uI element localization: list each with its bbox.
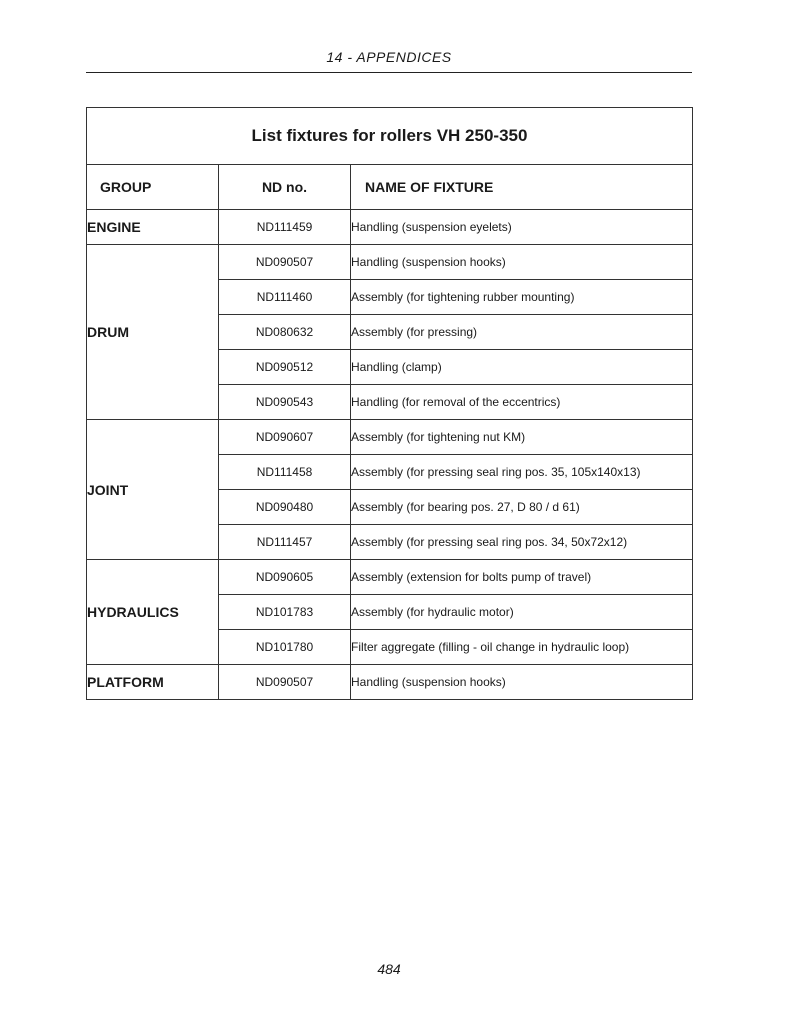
fixture-name-cell: Assembly (for bearing pos. 27, D 80 / d 61)	[351, 490, 693, 525]
nd-number-cell: ND111460	[219, 280, 351, 315]
table-header-row	[87, 165, 693, 210]
fixture-name-cell: Handling (suspension hooks)	[351, 245, 693, 280]
nd-number-cell: ND090605	[219, 560, 351, 595]
fixture-name-cell: Assembly (for pressing)	[351, 315, 693, 350]
fixture-name-cell: Handling (suspension eyelets)	[351, 210, 693, 245]
nd-number-cell: ND090512	[219, 350, 351, 385]
nd-number-cell: ND101783	[219, 595, 351, 630]
fixtures-table	[86, 107, 693, 700]
nd-number-cell: ND080632	[219, 315, 351, 350]
fixture-name-cell: Assembly (for tightening rubber mounting)	[351, 280, 693, 315]
nd-number-cell: ND111459	[219, 210, 351, 245]
group-cell: HYDRAULICS	[87, 560, 219, 665]
nd-number-cell: ND090507	[219, 245, 351, 280]
group-cell: JOINT	[87, 420, 219, 560]
nd-number-cell: ND090543	[219, 385, 351, 420]
group-cell: ENGINE	[87, 210, 219, 245]
table-row	[87, 245, 693, 280]
nd-number-cell: ND111457	[219, 525, 351, 560]
table-row	[87, 560, 693, 595]
nd-number-cell: ND090507	[219, 665, 351, 700]
column-header-name: NAME OF FIXTURE	[351, 165, 693, 210]
fixture-name-cell: Assembly (for tightening nut KM)	[351, 420, 693, 455]
fixture-name-cell: Assembly (for pressing seal ring pos. 34, 50x72x12)	[351, 525, 693, 560]
table-body	[87, 210, 693, 700]
fixture-name-cell: Assembly (extension for bolts pump of travel)	[351, 560, 693, 595]
nd-number-cell: ND111458	[219, 455, 351, 490]
nd-number-cell: ND090607	[219, 420, 351, 455]
nd-number-cell: ND090480	[219, 490, 351, 525]
page-number: 484	[377, 961, 401, 977]
fixture-name-cell: Assembly (for hydraulic motor)	[351, 595, 693, 630]
group-cell: PLATFORM	[87, 665, 219, 700]
fixture-name-cell: Assembly (for pressing seal ring pos. 35, 105x140x13)	[351, 455, 693, 490]
group-cell: DRUM	[87, 245, 219, 420]
table-row	[87, 665, 693, 700]
table-row	[87, 420, 693, 455]
header-rule	[86, 72, 692, 73]
fixture-name-cell: Handling (clamp)	[351, 350, 693, 385]
nd-number-cell: ND101780	[219, 630, 351, 665]
column-header-group: GROUP	[87, 165, 219, 210]
fixture-name-cell: Handling (for removal of the eccentrics)	[351, 385, 693, 420]
fixture-name-cell: Handling (suspension hooks)	[351, 665, 693, 700]
table-title: List fixtures for rollers VH 250-350	[87, 108, 693, 165]
fixture-name-cell: Filter aggregate (filling - oil change in hydraulic loop)	[351, 630, 693, 665]
column-header-nd: ND no.	[219, 165, 351, 210]
section-header: 14 - APPENDICES	[326, 49, 452, 65]
table-row	[87, 210, 693, 245]
